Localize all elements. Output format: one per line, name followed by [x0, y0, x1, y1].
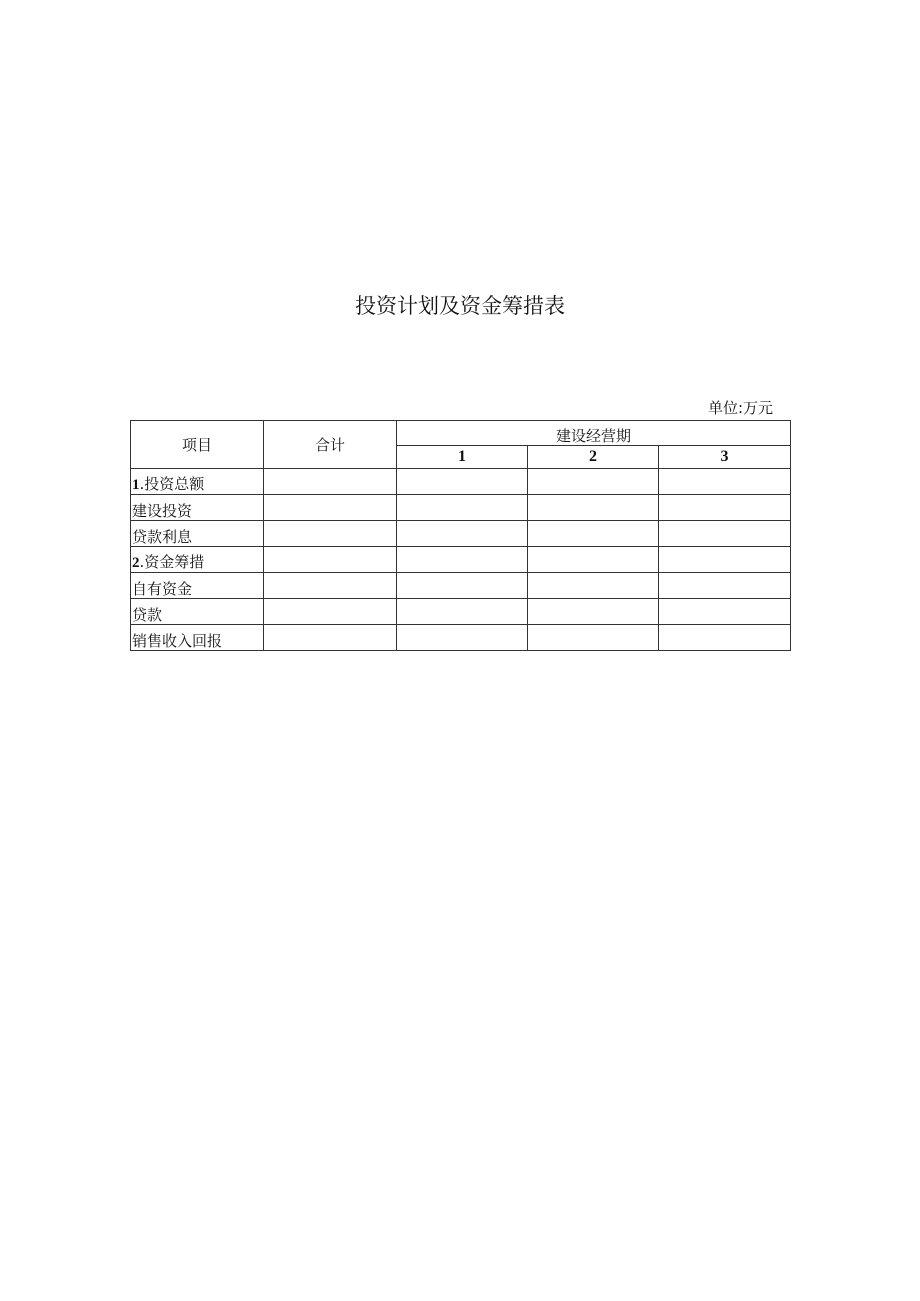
table-row: [131, 547, 791, 573]
row-label: 贷款: [131, 599, 264, 625]
cell-period-1: [397, 521, 528, 547]
table-row: [131, 573, 791, 599]
header-total: 合计: [264, 421, 397, 469]
cell-period-2: [528, 625, 659, 651]
cell-total: [264, 547, 397, 573]
cell-total: [264, 599, 397, 625]
cell-total: [264, 469, 397, 495]
cell-period-2: [528, 521, 659, 547]
cell-period-2: [528, 599, 659, 625]
header-period-group: 建设经营期: [397, 421, 791, 446]
cell-period-2: [528, 573, 659, 599]
cell-period-2: [528, 495, 659, 521]
cell-period-1: [397, 547, 528, 573]
cell-period-3: [659, 599, 791, 625]
cell-period-3: [659, 469, 791, 495]
cell-period-3: [659, 547, 791, 573]
cell-total: [264, 521, 397, 547]
table-row: [131, 521, 791, 547]
cell-total: [264, 495, 397, 521]
cell-period-3: [659, 495, 791, 521]
cell-period-1: [397, 469, 528, 495]
header-period-1: 1: [397, 446, 528, 469]
table-row: [131, 469, 791, 495]
table-row: [131, 599, 791, 625]
header-period-2: 2: [528, 446, 659, 469]
cell-period-1: [397, 573, 528, 599]
cell-total: [264, 573, 397, 599]
cell-period-2: [528, 547, 659, 573]
row-label: 2.资金筹措: [131, 547, 264, 573]
cell-total: [264, 625, 397, 651]
header-period-3: 3: [659, 446, 791, 469]
row-label: 自有资金: [131, 573, 264, 599]
row-label: 贷款利息: [131, 521, 264, 547]
unit-label: 单位:万元: [707, 399, 773, 417]
cell-period-1: [397, 625, 528, 651]
header-item: 项目: [131, 421, 264, 469]
cell-period-1: [397, 599, 528, 625]
row-label: 1.投资总额: [131, 469, 264, 495]
cell-period-1: [397, 495, 528, 521]
cell-period-3: [659, 573, 791, 599]
cell-period-3: [659, 625, 791, 651]
cell-period-2: [528, 469, 659, 495]
row-label: 销售收入回报: [131, 625, 264, 651]
cell-period-3: [659, 521, 791, 547]
table-row: [131, 495, 791, 521]
investment-plan-table: [130, 420, 791, 651]
table-header-row: [131, 421, 791, 446]
table-row: [131, 625, 791, 651]
row-label: 建设投资: [131, 495, 264, 521]
document-title: 投资计划及资金筹措表: [355, 294, 565, 318]
